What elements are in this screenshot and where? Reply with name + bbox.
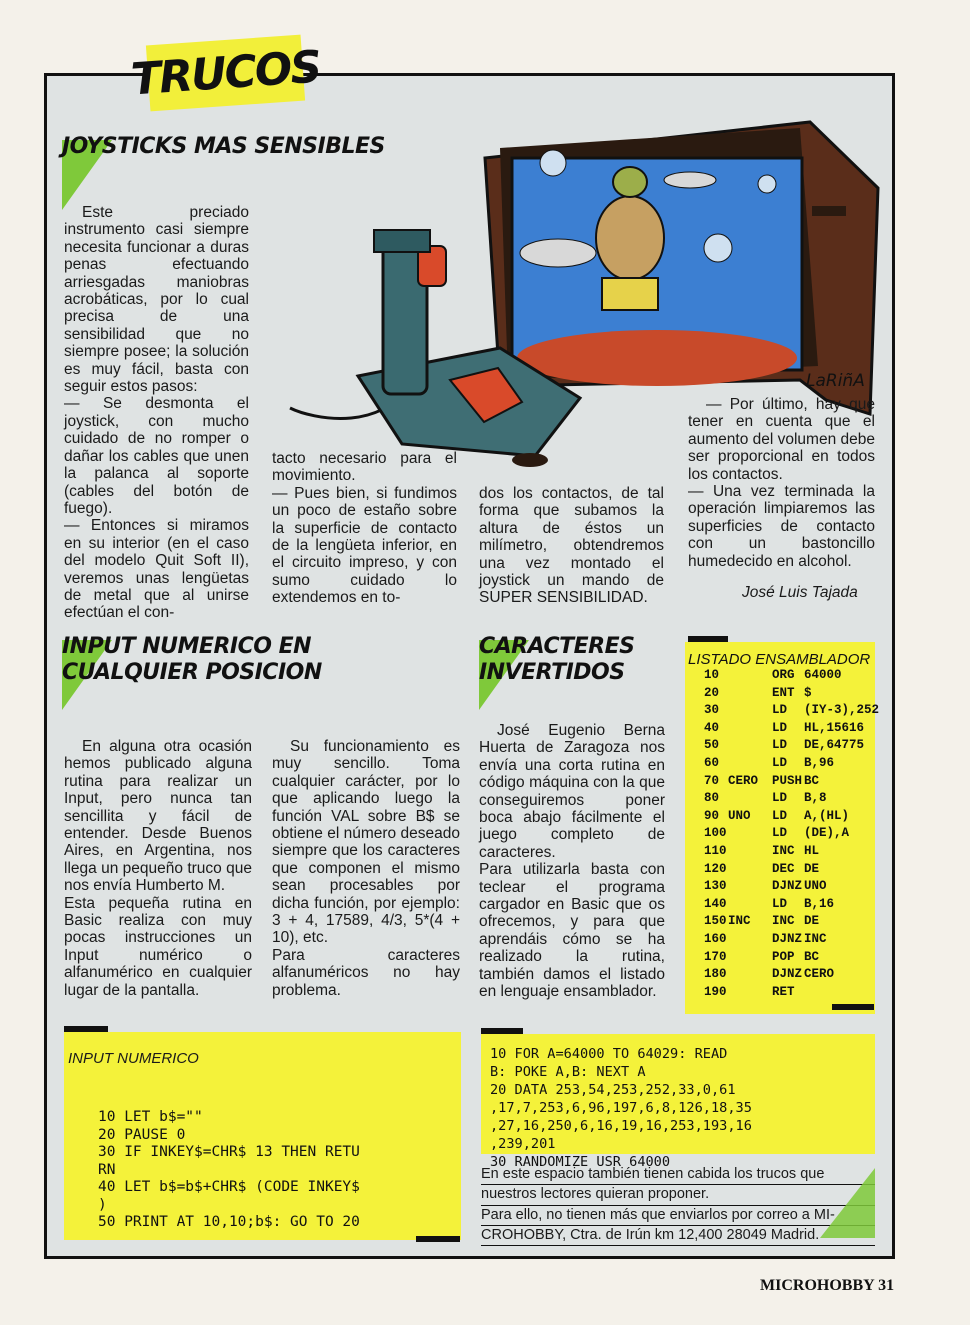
asm-line-number: 120 bbox=[704, 861, 727, 876]
asm-operand: BC bbox=[804, 773, 820, 788]
box-bar bbox=[416, 1236, 460, 1242]
asm-operand: 64000 bbox=[804, 668, 842, 682]
asm-line-number: 70 bbox=[704, 773, 720, 788]
asm-operand: (DE),A bbox=[804, 826, 850, 841]
article1-col4: — Por último, hay que tener en cuenta que el aumento del volumen debe ser proporcional en todos los contactos. — Una vez terminada la operación limpiaremos las superficies de contacto con un bastoncillo humedecido en alcohol. bbox=[688, 396, 875, 570]
asm-operand: BC bbox=[804, 949, 820, 964]
asm-line-number: 30 bbox=[704, 703, 720, 718]
box-bar bbox=[832, 1004, 874, 1010]
asm-opcode: LD bbox=[772, 756, 788, 770]
asm-label: INC bbox=[728, 914, 751, 929]
article3-col1: José Eugenio Berna Huerta de Zaragoza nos envía una corta rutina en código máquina con la que conseguiremos poner boca abajo fácilmente el juego completo de caracteres. Para utilizarla basta con teclear el programa cargador en Basic que os ofrecemos, y para que aprendáis cómo se ha realizado la rutina, también damos el listado en lenguaje ensamblador. bbox=[479, 722, 665, 1001]
asm-opcode: LD bbox=[772, 720, 788, 735]
asm-line-number: 40 bbox=[704, 720, 720, 735]
reader-note: En este espacio también tienen cabida los trucos que nuestros lectores quieran proponer. Para ello, no tienen más que enviarlos por correo a MI- CROHOBBY, Ctra. de Irún km 12,400 28049 Madrid. bbox=[481, 1165, 875, 1246]
asm-label: UNO bbox=[728, 808, 751, 823]
asm-listing-title: LISTADO ENSAMBLADOR bbox=[688, 651, 871, 668]
article1-author: José Luis Tajada bbox=[742, 584, 858, 601]
box-bar bbox=[688, 636, 728, 642]
asm-operand: DE,64775 bbox=[804, 738, 865, 753]
asm-operand: $ bbox=[804, 685, 812, 700]
article1-col3: dos los contactos, de tal forma que subamos la altura de éstos un milímetro, obtendremos una vez montado el joystick un mando de SUPER SENSIBILIDAD. bbox=[479, 485, 664, 607]
asm-operand: HL,15616 bbox=[804, 720, 865, 735]
asm-opcode: PUSH bbox=[772, 773, 803, 788]
asm-opcode: LD bbox=[772, 738, 788, 753]
page-footer: MICROHOBBY 31 bbox=[760, 1277, 895, 1294]
asm-line-number: 180 bbox=[704, 967, 727, 982]
article2-title: INPUT NUMERICO EN CUALQUIER POSICION bbox=[62, 634, 322, 685]
asm-opcode: DJNZ bbox=[772, 932, 803, 946]
section-logo: TRUCOS bbox=[146, 35, 305, 112]
basic-loader-code: 10 FOR A=64000 TO 64029: READ B: POKE A,B: NEXT A 20 DATA 253,54,253,252,33,0,61 ,17,7,253,6,96,197,6,8,126,18,35 ,27,16,250,6,16,19,16,253,193,16 ,239,201 30 RANDOMIZE USR 64000 bbox=[490, 1046, 752, 1170]
asm-operand: B,8 bbox=[804, 791, 827, 806]
asm-line-number: 160 bbox=[704, 932, 727, 946]
asm-line-number: 100 bbox=[704, 826, 727, 841]
asm-line-number: 170 bbox=[704, 949, 727, 964]
article1-col2: tacto necesario para el movimiento. — Pues bien, si fundimos un poco de estaño sobre la superficie de contacto de la lengüeta inferior, en el circuito impreso, y con sumo cuidado lo extendemos en to- bbox=[272, 450, 457, 607]
asm-opcode: LD bbox=[772, 791, 788, 806]
asm-operand: HL bbox=[804, 844, 820, 858]
note-accent bbox=[820, 1168, 875, 1238]
asm-line-number: 190 bbox=[704, 984, 727, 999]
asm-opcode: ORG bbox=[772, 668, 795, 682]
box-bar bbox=[64, 1026, 108, 1032]
box-bar bbox=[481, 1028, 523, 1034]
asm-opcode: INC bbox=[772, 914, 795, 929]
asm-opcode: ENT bbox=[772, 685, 795, 700]
asm-opcode: RET bbox=[772, 984, 795, 999]
asm-opcode: DEC bbox=[772, 861, 795, 876]
asm-line-number: 150 bbox=[704, 914, 727, 929]
asm-operand: B,16 bbox=[804, 896, 835, 911]
asm-operand: A,(HL) bbox=[804, 808, 850, 823]
asm-label: CERO bbox=[728, 773, 759, 788]
asm-line-number: 50 bbox=[704, 738, 720, 753]
asm-opcode: DJNZ bbox=[772, 879, 803, 894]
asm-line-number: 80 bbox=[704, 791, 720, 806]
asm-opcode: DJNZ bbox=[772, 967, 803, 982]
asm-line-number: 20 bbox=[704, 685, 720, 700]
asm-line-number: 140 bbox=[704, 896, 727, 911]
input-listing-code: 10 LET b$="" 20 PAUSE 0 30 IF INKEY$=CHR$ 13 THEN RETU RN 40 LET b$=b$+CHR$ (CODE INKEY$ ) 50 PRINT AT 10,10;b$: GO TO 20 bbox=[98, 1109, 360, 1230]
asm-opcode: LD bbox=[772, 896, 788, 911]
asm-operand: (IY-3),252 bbox=[804, 703, 880, 718]
asm-operand: DE bbox=[804, 861, 820, 876]
asm-operand: DE bbox=[804, 914, 820, 929]
asm-opcode: INC bbox=[772, 844, 795, 858]
asm-line-number: 90 bbox=[704, 808, 720, 823]
asm-line-number: 60 bbox=[704, 756, 720, 770]
asm-line-number: 10 bbox=[704, 668, 720, 682]
asm-opcode: POP bbox=[772, 949, 795, 964]
asm-opcode: LD bbox=[772, 703, 788, 718]
asm-opcode: LD bbox=[772, 808, 788, 823]
asm-opcode: LD bbox=[772, 826, 788, 841]
asm-operand: UNO bbox=[804, 879, 827, 894]
asm-operand: INC bbox=[804, 932, 827, 946]
input-listing-title: INPUT NUMERICO bbox=[68, 1050, 199, 1067]
article3-title: CARACTERES INVERTIDOS bbox=[479, 634, 635, 685]
illustration-signature: LaRiñA bbox=[806, 371, 865, 391]
article2-col1: En alguna otra ocasión hemos publicado alguna rutina para realizar un Input, pero nunca tan sencillita y fácil de entender. Desde Buenos Aires, en Argentina, nos llega un pequeño truco que nos envía Humberto M. Esta pequeña rutina en Basic realiza con muy pocas instrucciones un Input numérico o alfanumérico en cualquier lugar de la pantalla. bbox=[64, 738, 252, 999]
article1-col1: Este preciado instrumento casi siempre necesita funcionar a duras penas efectuando arriesgadas maniobras acrobáticas, por lo cual precisa de una sensibilidad que no siempre posee; la solución es muy fácil, basta con seguir estos pasos: — Se desmonta el joystick, con mucho cuidado de no romper o dañar los cables que unen la palanca al soporte (cables del botón de fuego). — Entonces si miramos en su interior (en el caso del modelo Quit Soft II), veremos unas lengüetas de metal que al unirse efectúan el con- bbox=[64, 204, 249, 622]
article1-title: JOYSTICKS MAS SENSIBLES bbox=[62, 134, 385, 159]
article2-col2: Su funcionamiento es muy sencillo. Toma cualquier carácter, por lo que aplicando luego la función VAL sobre B$ se obtiene el número deseado siempre que los caracteres que componen el mismo sean procesables por dicha función, por ejemplo: 3 + 4, 17589, 4/3, 5*(4 + 10), etc. Para caracteres alfanuméricos no hay problema. bbox=[272, 738, 460, 999]
asm-line-number: 110 bbox=[704, 844, 727, 858]
asm-operand: CERO bbox=[804, 967, 835, 982]
asm-operand: B,96 bbox=[804, 756, 835, 770]
asm-line-number: 130 bbox=[704, 879, 727, 894]
